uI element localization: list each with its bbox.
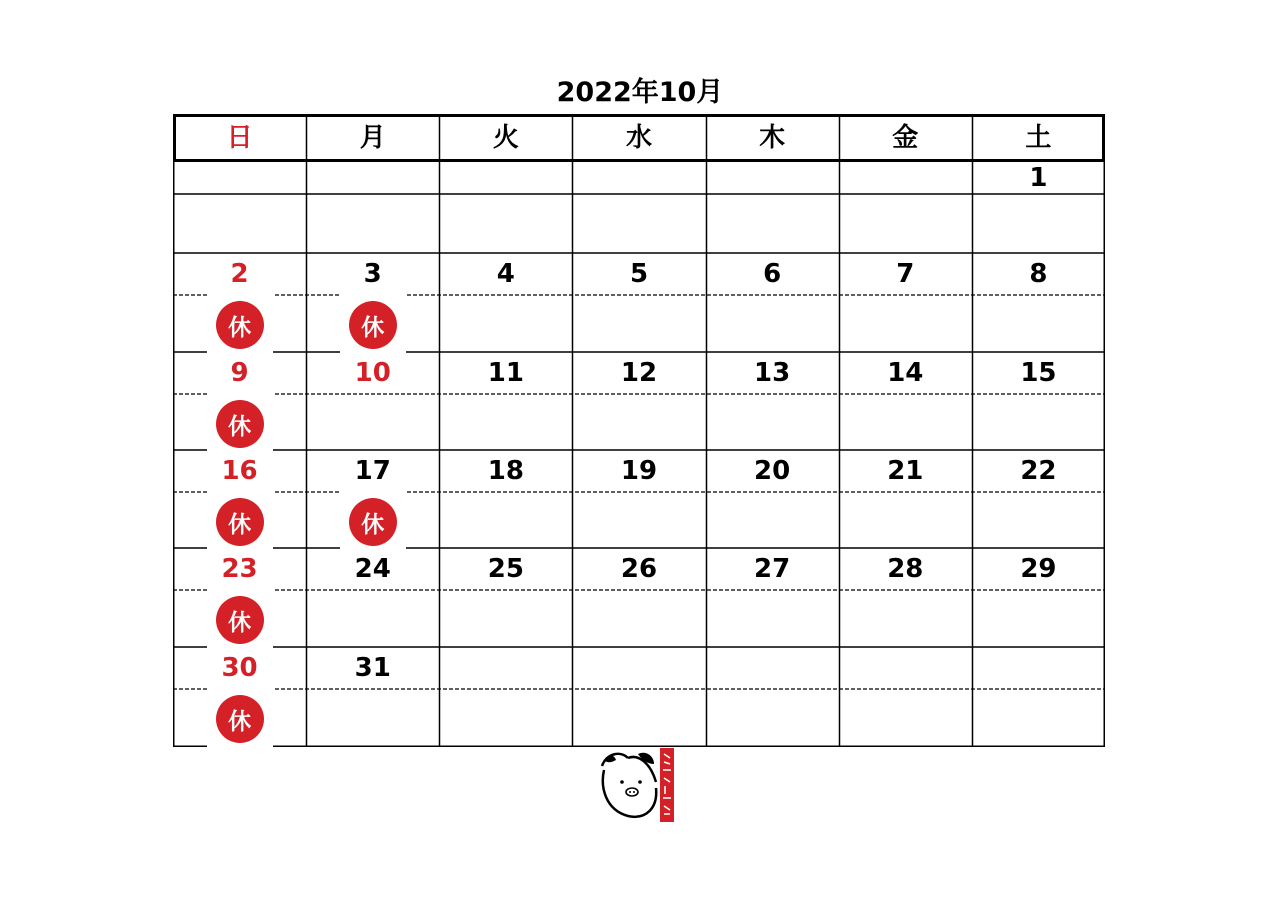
pig-face-icon [598,748,678,824]
closed-badge-area [207,396,273,452]
day-number: 11 [487,358,524,388]
day-number: 21 [887,456,924,486]
weekday-header: 日 [226,123,253,153]
day-number: 23 [221,554,258,584]
day-number: 28 [887,554,924,584]
day-number: 18 [487,456,524,486]
day-number: 31 [354,653,391,683]
day-number: 25 [487,554,524,584]
calendar-grid-lines [173,114,1105,747]
day-number: 3 [363,259,382,289]
weekday-header: 土 [1025,123,1052,153]
closed-badge-area [207,297,273,353]
weekday-header: 木 [759,123,786,153]
closed-badge: 休 [216,695,264,743]
day-number: 14 [887,358,924,388]
day-number: 2 [230,259,249,289]
day-number: 6 [763,259,782,289]
closed-badge: 休 [349,498,397,546]
calendar-grid [173,114,1105,747]
day-number: 4 [496,259,515,289]
day-number: 1 [1029,163,1048,193]
day-number: 7 [896,259,915,289]
closed-badge: 休 [216,498,264,546]
weekday-header: 月 [359,123,386,153]
closed-badge-area [340,297,406,353]
weekday-header: 火 [492,123,519,153]
day-number: 15 [1020,358,1057,388]
day-number: 12 [620,358,658,388]
day-number: 8 [1029,259,1048,289]
closed-badge-area [340,494,406,550]
closed-badge-area [207,691,273,747]
calendar-title: 2022年10月 [556,77,724,108]
day-number: 17 [354,456,391,486]
day-number: 13 [754,358,791,388]
weekday-header: 水 [625,123,652,153]
day-number: 27 [754,554,791,584]
day-number: 29 [1020,554,1057,584]
day-number: 16 [221,456,258,486]
day-number: 26 [620,554,658,584]
closed-badge: 休 [349,301,397,349]
day-number: 22 [1020,456,1057,486]
day-number: 10 [354,358,391,388]
closed-badge: 休 [216,596,264,644]
closed-badge: 休 [216,301,264,349]
day-number: 24 [354,554,391,584]
day-number: 5 [629,259,649,289]
closed-badge: 休 [216,400,264,448]
day-number: 20 [754,456,791,486]
closed-badge-area [207,494,273,550]
day-number: 19 [620,456,658,486]
closed-badge-area [207,592,273,648]
weekday-header: 金 [892,123,919,153]
day-number: 30 [221,653,258,683]
day-number: 9 [230,358,249,388]
